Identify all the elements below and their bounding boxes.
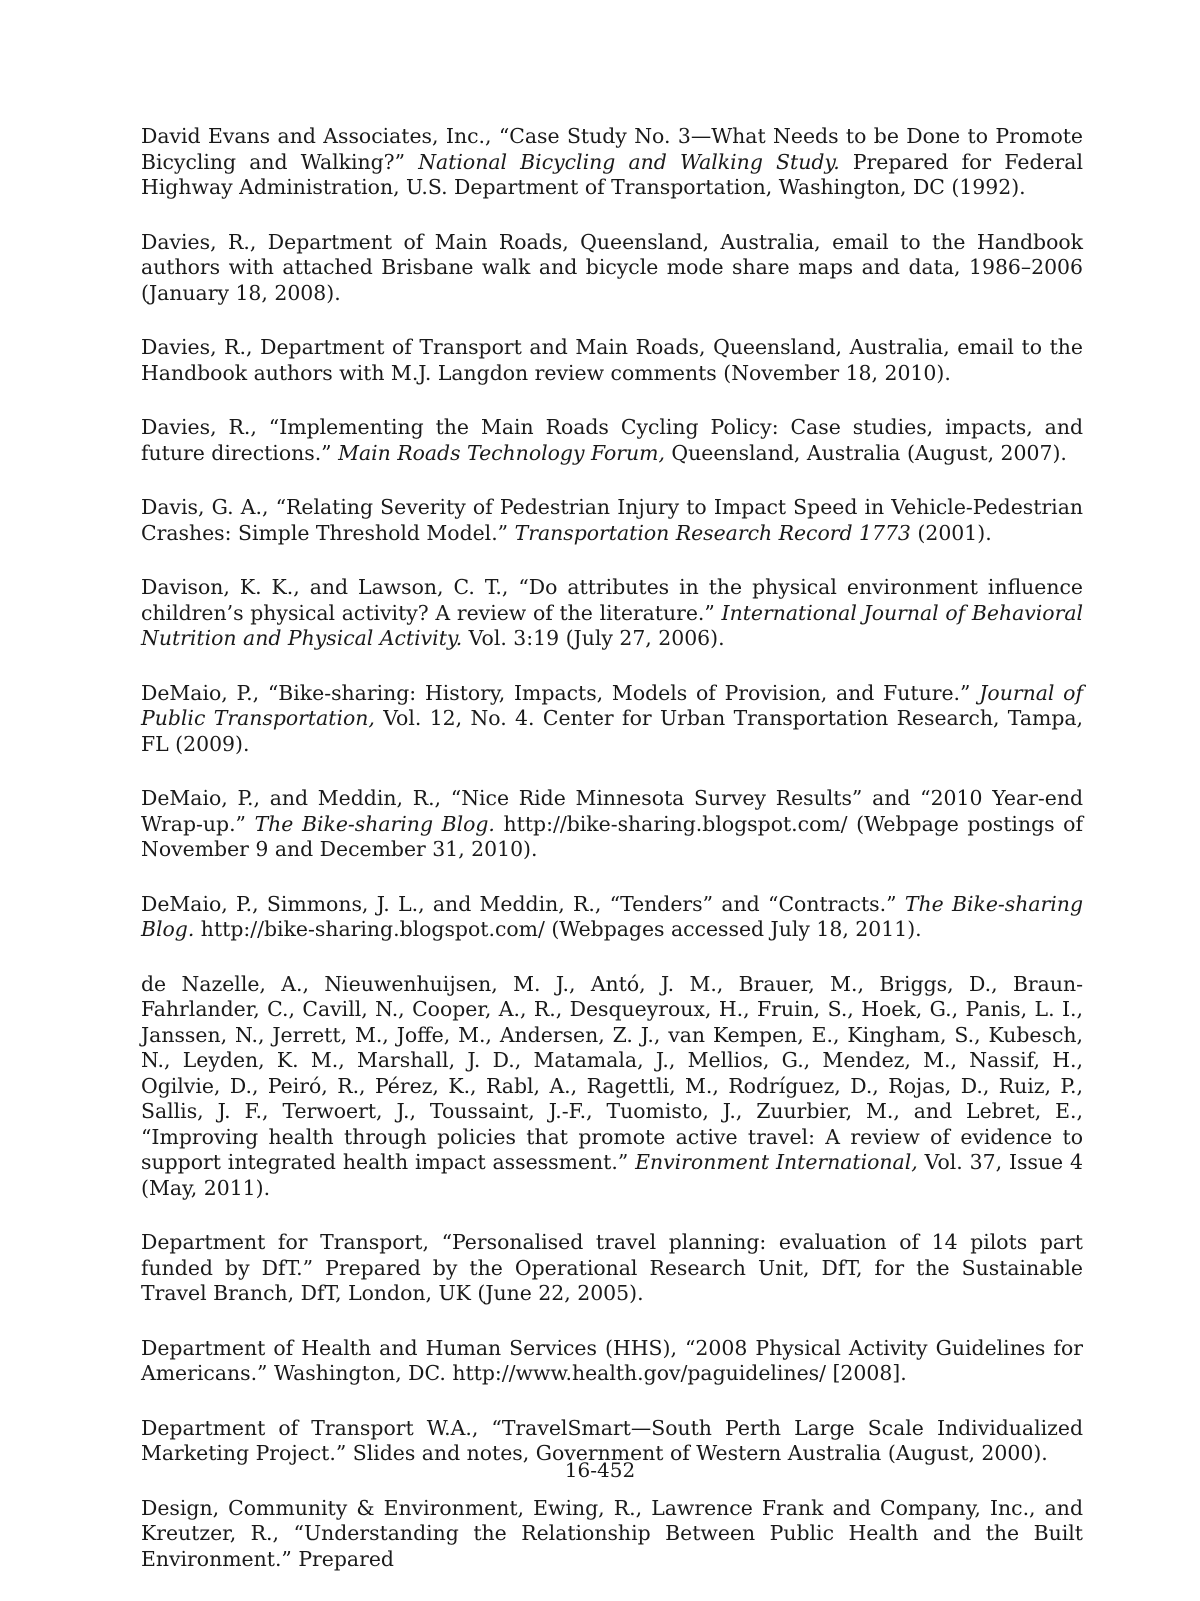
reference-text: DeMaio, P., and Meddin, R., “Nice Ride Minnesota Survey Results” and “2010 Year-end Wrap-up.” <box>141 786 1083 836</box>
reference-text-end: (2001). <box>910 520 992 545</box>
reference-text: Department for Transport, “Personalised travel planning: evaluation of 14 pilots part funded by DfT.” Prepared by the Operational Research Unit, DfT, for the Sustainable Travel Branch, DfT, London, UK (June 22, 2005). <box>141 1230 1083 1305</box>
reference-entry <box>141 124 1083 201</box>
reference-title: Environment International, <box>635 1150 918 1174</box>
reference-entry <box>141 681 1083 758</box>
reference-title: National Bicycling and Walking Study. <box>418 149 840 174</box>
reference-text: Department of Transport W.A., “TravelSmart—South Perth Large Scale Individualized Marketing Project.” Slides and notes, Government of Western Australia (August, 2000). <box>141 1415 1083 1465</box>
reference-entry <box>141 575 1083 652</box>
reference-title: Main Roads Technology Forum, <box>338 440 665 465</box>
reference-text: Design, Community & Environment, Ewing, R., Lawrence Frank and Company, Inc., and Kreutzer, R., “Understanding the Relationship Between Public Health and the Built Environment.” Prepared <box>141 1495 1083 1571</box>
reference-text: Davies, R., Department of Main Roads, Queensland, Australia, email to the Handbook authors with attached Brisbane walk and bicycle mode share maps and data, 1986–2006 (January 18, 2008). <box>141 229 1083 305</box>
reference-entry <box>141 972 1083 1202</box>
reference-entry <box>141 1230 1083 1307</box>
reference-text: de Nazelle, A., Nieuwenhuijsen, M. J., Antó, J. M., Brauer, M., Briggs, D., Braun-Fahrlander, C., Cavill, N., Cooper, A., R., Desqueyroux, H., Fruin, S., Hoek, G., Panis, L. I., Janssen, N., Jerrett, M., Joffe, M., Andersen, Z. J., van Kempen, E., Kingham, S., Kubesch, N., Leyden, K. M., Marshall, J. D., Matamala, J., Mellios, G., Mendez, M., Nassif, H., Ogilvie, D., Peiró, R., Pérez, K., Rabl, A., Ragettli, M., Rodríguez, D., Rojas, D., Ruiz, P., Sallis, J. F., Terwoert, J., Toussaint, J.-F., Tuomisto, J., Zuurbier, M., and Lebret, E., “Improving health through policies that promote active travel: A review of evidence to support integrated health impact assessment.” <box>141 971 1083 1174</box>
reference-text-end: Vol. 3:19 (July 27, 2006). <box>462 626 725 650</box>
reference-title: International Journal of Behavioral Nutrition and Physical Activity. <box>141 600 1084 650</box>
reference-text-end: http://bike-sharing.blogspot.com/ (Webpages accessed July 18, 2011). <box>194 917 922 941</box>
reference-text: DeMaio, P., Simmons, J. L., and Meddin, R., “Tenders” and “Contracts.” <box>141 891 905 916</box>
reference-list <box>141 124 1083 1601</box>
reference-text: Davis, G. A., “Relating Severity of Pedestrian Injury to Impact Speed in Vehicle-Pedestrian Crashes: Simple Threshold Model.” <box>141 495 1083 545</box>
reference-text: Davison, K. K., and Lawson, C. T., “Do attributes in the physical environment influence children’s physical activity? A review of the literature.” <box>141 575 1083 625</box>
reference-text-end: http://bike-sharing.blogspot.com/ (Webpage postings of November 9 and December 31, 2010). <box>141 811 1084 861</box>
reference-title: The Bike-sharing Blog. <box>141 891 1083 941</box>
reference-text-end: Prepared for Federal Highway Administration, U.S. Department of Transportation, Washington, DC (1992). <box>141 149 1083 199</box>
reference-text: DeMaio, P., “Bike-sharing: History, Impacts, Models of Provision, and Future.” <box>141 680 980 705</box>
reference-entry <box>141 892 1083 943</box>
reference-title: Transportation Research Record 1773 <box>514 520 911 545</box>
reference-entry <box>141 495 1083 546</box>
reference-text-end: Vol. 37, Issue 4 (May, 2011). <box>141 1150 1083 1200</box>
reference-entry <box>141 415 1083 466</box>
reference-entry <box>141 786 1083 863</box>
reference-title: Journal of Public Transportation, <box>141 680 1083 730</box>
reference-entry <box>141 230 1083 307</box>
reference-text: Davies, R., Department of Transport and Main Roads, Queensland, Australia, email to the Handbook authors with M.J. Langdon review comments (November 18, 2010). <box>141 335 1083 385</box>
reference-title: The Bike-sharing Blog. <box>254 811 495 836</box>
reference-entry <box>141 1496 1083 1573</box>
reference-entry <box>141 1336 1083 1387</box>
page-number: 16-452 <box>564 1458 636 1482</box>
reference-entry <box>141 335 1083 386</box>
reference-text-end: Queensland, Australia (August, 2007). <box>664 440 1067 465</box>
reference-text: Department of Health and Human Services (HHS), “2008 Physical Activity Guidelines for Americans.” Washington, DC. http://www.health.gov/paguidelines/ [2008]. <box>141 1335 1083 1385</box>
reference-text: Davies, R., “Implementing the Main Roads Cycling Policy: Case studies, impacts, and future directions.” <box>141 415 1083 465</box>
reference-text: David Evans and Associates, Inc., “Case Study No. 3—What Needs to be Done to Promote Bicycling and Walking?” <box>141 124 1083 174</box>
reference-text-end: Vol. 12, No. 4. Center for Urban Transportation Research, Tampa, FL (2009). <box>141 706 1084 756</box>
